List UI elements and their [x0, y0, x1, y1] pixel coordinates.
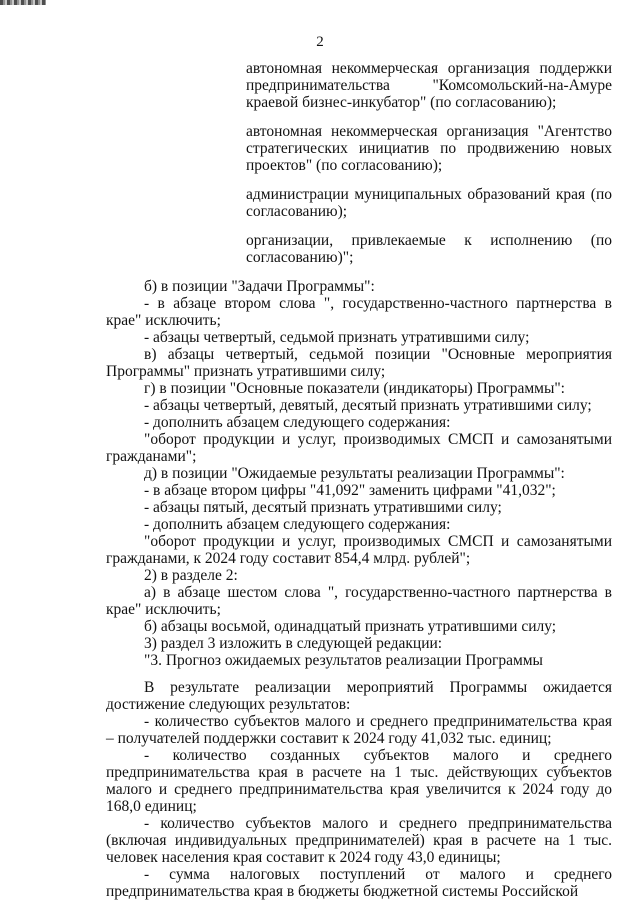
paragraph: - дополнить абзацем следующего содержания:	[144, 516, 451, 533]
page-number: 2	[316, 34, 324, 50]
list-item: автономная некоммерческая организация "Агентство стратегических инициатив по продвижению новых проектов" (по согласованию);	[246, 123, 612, 174]
paragraph: В результате реализации мероприятий Программы ожидается достижение следующих результатов:	[106, 679, 612, 713]
paragraph: - сумма налоговых поступлений от малого и среднего предпринимательства края в бюджеты бюджетной системы Российской	[106, 866, 612, 900]
paragraph: "оборот продукции и услуг, производимых СМСП и самозанятыми гражданами, к 2024 году составит 854,4 млрд. рублей";	[106, 533, 612, 567]
paragraph: б) абзацы восьмой, одинадцатый признать утратившими силу;	[144, 618, 557, 635]
paragraph: - количество созданных субъектов малого и среднего предпринимательства края в расчете на 1 тыс. действующих субъектов малого и среднего предпринимательства края увеличится к 2024 году до 168,0 единиц;	[106, 747, 612, 815]
paragraph: - количество субъектов малого и среднего предпринимательства (включая индивидуальных предпринимателей) края в расчете на 1 тыс. человек населения края составит к 2024 году 43,0 единицы;	[106, 815, 612, 866]
scan-artifact	[0, 0, 46, 5]
document-body	[106, 278, 612, 900]
paragraph: - в абзаце втором цифры "41,092" заменить цифрами "41,032";	[144, 482, 556, 499]
paragraph: г) в позиции "Основные показатели (индикаторы) Программы":	[144, 380, 565, 397]
paragraph: "оборот продукции и услуг, производимых СМСП и самозанятыми гражданами";	[106, 431, 612, 465]
paragraph: б) в позиции "Задачи Программы":	[144, 278, 375, 295]
responsible-organizations-list	[246, 60, 612, 266]
paragraph: 3) раздел 3 изложить в следующей редакции:	[144, 635, 443, 652]
paragraph: - в абзаце втором слова ", государственно-частного партнерства в крае" исключить;	[106, 295, 612, 329]
document-page	[106, 60, 612, 900]
paragraph: в) абзацы четвертый, седьмой позиции "Основные мероприятия Программы" признать утратившими силу;	[106, 346, 612, 380]
paragraph: д) в позиции "Ожидаемые результаты реализации Программы":	[144, 465, 565, 482]
paragraph: - количество субъектов малого и среднего предпринимательства края – получателей поддержки составит к 2024 году 41,032 тыс. единиц;	[106, 713, 612, 747]
paragraph: а) в абзаце шестом слова ", государственно-частного партнерства в крае" исключить;	[106, 584, 612, 618]
list-item: администрации муниципальных образований края (по согласованию);	[246, 186, 612, 220]
paragraph: 2) в разделе 2:	[144, 567, 238, 584]
paragraph: - абзацы четвертый, девятый, десятый признать утратившими силу;	[144, 397, 592, 414]
paragraph: - дополнить абзацем следующего содержания:	[144, 414, 451, 431]
list-item: организации, привлекаемые к исполнению (по согласованию)";	[246, 232, 612, 266]
paragraph: - абзацы четвертый, седьмой признать утратившими силу;	[144, 329, 530, 346]
paragraph: - абзацы пятый, десятый признать утратившими силу;	[144, 499, 502, 516]
list-item: автономная некоммерческая организация поддержки предпринимательства "Комсомольский-на-Амуре краевой бизнес-инкубатор" (по согласованию);	[246, 60, 612, 111]
section-heading: "3. Прогноз ожидаемых результатов реализации Программы	[144, 652, 543, 669]
